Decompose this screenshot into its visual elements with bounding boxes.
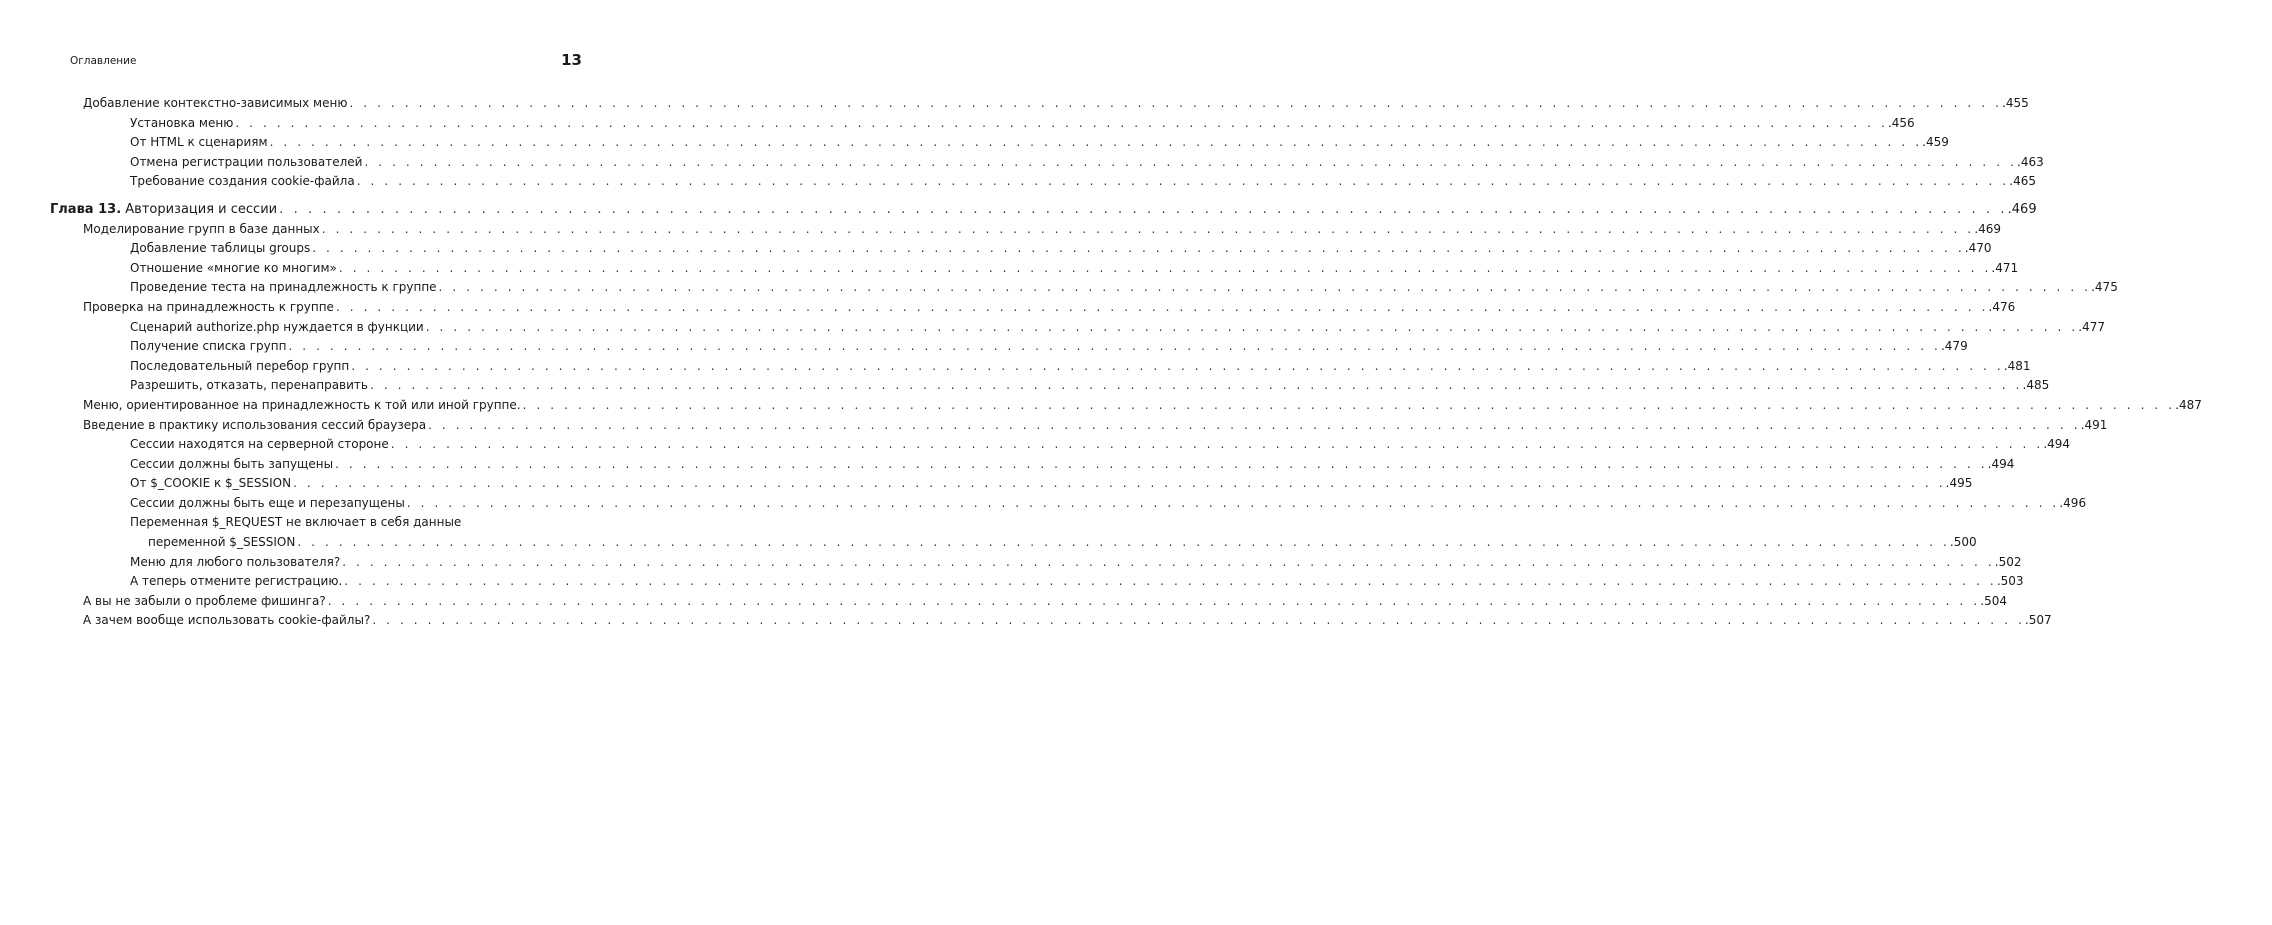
toc-entry-title: Добавление таблицы groups [130, 239, 312, 259]
dot-leader: . . . . . . . . . . . . . . . . . . . . . . . . . . . . . . . . . . . . . . . . . . . . . . . . . . . . . . . . . . . . . . . . . . . . . . . . . . . . . . . . . . . . . . . . . . . . . . . . . . . . . . . . . . . . . . . . . . . . . . . . [425, 319, 2079, 334]
toc-entry[interactable] [0, 94, 2029, 114]
toc-entry-title: Моделирование групп в базе данных [83, 220, 322, 240]
toc-entry-page: .469 [1974, 221, 2002, 236]
toc-entry-title: Меню, ориентированное на принадлежность к той или иной группе. [83, 396, 523, 416]
toc-entry[interactable] [0, 278, 2118, 298]
toc-entry[interactable] [0, 513, 1977, 552]
running-head: Оглавление [70, 55, 137, 67]
dot-leader: . . . . . . . . . . . . . . . . . . . . . . . . . . . . . . . . . . . . . . . . . . . . . . . . . . . . . . . . . . . . . . . . . . . . . . . . . . . . . . . . . . . . . . . . . . . . . . . . . . . . . . . . . . . . . . . . . . . . . . . . [312, 241, 1965, 256]
dot-leader: . . . . . . . . . . . . . . . . . . . . . . . . . . . . . . . . . . . . . . . . . . . . . . . . . . . . . . . . . . . . . . . . . . . . . . . . . . . . . . . . . . . . . . . . . . . . . . . . . . . . . . . . . . . . . . . . . . . . . . . . [288, 339, 1941, 354]
toc-entry-page: .465 [2009, 174, 2036, 189]
toc-entry-title: Меню для любого пользователя? [130, 553, 342, 573]
dot-leader: . . . . . . . . . . . . . . . . . . . . . . . . . . . . . . . . . . . . . . . . . . . . . . . . . . . . . . . . . . . . . . . . . . . . . . . . . . . . . . . . . . . . . . . . . . . . . . . . . . . . . . . . . . . . . . . . . . . . . . . . [335, 299, 1989, 314]
toc-entry-title [50, 200, 279, 220]
toc-entry-title: Сценарий authorize.php нуждается в функции [130, 318, 426, 338]
dot-leader: . . . . . . . . . . . . . . . . . . . . . . . . . . . . . . . . . . . . . . . . . . . . . . . . . . . . . . . . . . . . . . . . . . . . . . . . . . . . . . . . . . . . . . . . . . . . . . . . . . . . . . . . . . . . . . . . . . . . . . . . [279, 201, 2008, 217]
toc-entry-title-cont: переменной $_SESSION [148, 533, 297, 553]
dot-leader: . . . . . . . . . . . . . . . . . . . . . . . . . . . . . . . . . . . . . . . . . . . . . . . . . . . . . . . . . . . . . . . . . . . . . . . . . . . . . . . . . . . . . . . . . . . . . . . . . . . . . . . . . . . . . . . . . . . . . . . . [406, 495, 2060, 510]
toc-entry-title: Отношение «многие ко многим» [130, 259, 339, 279]
chapter-title: Авторизация и сессии [121, 201, 278, 217]
toc-entry[interactable] [0, 435, 2071, 455]
dot-leader: . . . . . . . . . . . . . . . . . . . . . . . . . . . . . . . . . . . . . . . . . . . . . . . . . . . . . . . . . . . . . . . . . . . . . . . . . . . . . . . . . . . . . . . . . . . . . . . . . . . . . . . . . . . . . . . . . . . . . . . . [364, 154, 2017, 169]
toc-entry[interactable] [0, 114, 1915, 134]
toc-entry[interactable] [0, 553, 2022, 573]
toc-entry-title: Добавление контекстно-зависимых меню [83, 94, 349, 114]
toc-entry[interactable] [0, 494, 2087, 514]
toc-entry[interactable] [0, 220, 2002, 240]
toc-entry-page: .503 [1996, 574, 2024, 589]
toc-entry-title: Установка меню [130, 114, 235, 134]
toc-entry[interactable] [0, 133, 1949, 153]
toc-entry-title: Последовательный перебор групп [130, 357, 351, 377]
toc-entry[interactable] [0, 153, 2044, 173]
dot-leader: . . . . . . . . . . . . . . . . . . . . . . . . . . . . . . . . . . . . . . . . . . . . . . . . . . . . . . . . . . . . . . . . . . . . . . . . . . . . . . . . . . . . . . . . . . . . . . . . . . . . . . . . . . . . . . . . . . . . . . . . [335, 456, 1988, 471]
toc-entry-title: Переменная $_REQUEST не включает в себя данные [130, 515, 462, 530]
toc-entry-title: Сессии находятся на серверной стороне [130, 435, 391, 455]
toc-entry[interactable] [0, 396, 2202, 416]
dot-leader: . . . . . . . . . . . . . . . . . . . . . . . . . . . . . . . . . . . . . . . . . . . . . . . . . . . . . . . . . . . . . . . . . . . . . . . . . . . . . . . . . . . . . . . . . . . . . . . . . . . . . . . . . . . . . . . . . . . . . . . . [297, 535, 1950, 550]
toc-entry-page: .502 [1994, 554, 2022, 569]
dot-leader: . . . . . . . . . . . . . . . . . . . . . . . . . . . . . . . . . . . . . . . . . . . . . . . . . . . . . . . . . . . . . . . . . . . . . . . . . . . . . . . . . . . . . . . . . . . . . . . . . . . . . . . . . . . . . . . . . . . . . . . . [293, 476, 1946, 491]
dot-leader: . . . . . . . . . . . . . . . . . . . . . . . . . . . . . . . . . . . . . . . . . . . . . . . . . . . . . . . . . . . . . . . . . . . . . . . . . . . . . . . . . . . . . . . . . . . . . . . . . . . . . . . . . . . . . . . . . . . . . . . . [342, 554, 1995, 569]
dot-leader: . . . . . . . . . . . . . . . . . . . . . . . . . . . . . . . . . . . . . . . . . . . . . . . . . . . . . . . . . . . . . . . . . . . . . . . . . . . . . . . . . . . . . . . . . . . . . . . . . . . . . . . . . . . . . . . . . . . . . . . . [369, 378, 2023, 393]
chapter-label: Глава 13. [50, 201, 122, 217]
toc-entry-page: .504 [1980, 593, 2007, 608]
toc-entry-title: Проведение теста на принадлежность к группе [130, 278, 439, 298]
toc-entry-page: .475 [2091, 280, 2118, 295]
toc-entry-page: .477 [2078, 319, 2105, 334]
toc-entry[interactable] [0, 416, 2108, 436]
table-of-contents [0, 94, 2202, 631]
dot-leader: . . . . . . . . . . . . . . . . . . . . . . . . . . . . . . . . . . . . . . . . . . . . . . . . . . . . . . . . . . . . . . . . . . . . . . . . . . . . . . . . . . . . . . . . . . . . . . . . . . . . . . . . . . . . . . . . . . . . . . . . [438, 280, 2092, 295]
toc-entry-page: .487 [2175, 397, 2202, 412]
toc-entry-page: .463 [2017, 154, 2044, 169]
dot-leader: . . . . . . . . . . . . . . . . . . . . . . . . . . . . . . . . . . . . . . . . . . . . . . . . . . . . . . . . . . . . . . . . . . . . . . . . . . . . . . . . . . . . . . . . . . . . . . . . . . . . . . . . . . . . . . . . . . . . . . . . [338, 260, 1992, 275]
toc-entry[interactable] [0, 172, 2036, 192]
toc-entry-page: .455 [2002, 96, 2029, 110]
toc-entry-title: Получение списка групп [130, 337, 288, 357]
toc-entry-page: .459 [1922, 135, 1949, 150]
toc-entry[interactable] [0, 337, 1968, 357]
toc-entry-page: .456 [1887, 115, 1915, 130]
toc-entry[interactable] [0, 357, 2031, 377]
dot-leader: . . . . . . . . . . . . . . . . . . . . . . . . . . . . . . . . . . . . . . . . . . . . . . . . . . . . . . . . . . . . . . . . . . . . . . . . . . . . . . . . . . . . . . . . . . . . . . . . . . . . . . . . . . . . . . . . . . . . . . . . [344, 574, 1997, 589]
toc-entry[interactable] [0, 259, 2019, 279]
page-number: 13 [561, 51, 582, 69]
toc-entry-page: .476 [1988, 299, 2016, 314]
toc-chapter-entry[interactable] [0, 200, 2037, 220]
dot-leader: . . . . . . . . . . . . . . . . . . . . . . . . . . . . . . . . . . . . . . . . . . . . . . . . . . . . . . . . . . . . . . . . . . . . . . . . . . . . . . . . . . . . . . . . . . . . . . . . . . . . . . . . . . . . . . . . . . . . . . . . [349, 96, 2002, 110]
toc-entry-page: .470 [1964, 241, 1992, 256]
toc-entry[interactable] [0, 592, 2007, 612]
dot-leader: . . . . . . . . . . . . . . . . . . . . . . . . . . . . . . . . . . . . . . . . . . . . . . . . . . . . . . . . . . . . . . . . . . . . . . . . . . . . . . . . . . . . . . . . . . . . . . . . . . . . . . . . . . . . . . . . . . . . . . . . [428, 417, 2081, 432]
dot-leader: . . . . . . . . . . . . . . . . . . . . . . . . . . . . . . . . . . . . . . . . . . . . . . . . . . . . . . . . . . . . . . . . . . . . . . . . . . . . . . . . . . . . . . . . . . . . . . . . . . . . . . . . . . . . . . . . . . . . . . . . [269, 135, 1923, 150]
toc-entry-page: .494 [1987, 456, 2015, 471]
toc-entry-title: От $_COOKIE к $_SESSION [130, 474, 293, 494]
toc-entry-title: А теперь отмените регистрацию. [130, 572, 344, 592]
toc-entry-title: Введение в практику использования сессий браузера [83, 416, 428, 436]
toc-entry[interactable] [0, 455, 2015, 475]
toc-entry-title: А вы не забыли о проблеме фишинга? [83, 592, 328, 612]
dot-leader: . . . . . . . . . . . . . . . . . . . . . . . . . . . . . . . . . . . . . . . . . . . . . . . . . . . . . . . . . . . . . . . . . . . . . . . . . . . . . . . . . . . . . . . . . . . . . . . . . . . . . . . . . . . . . . . . . . . . . . . . [321, 221, 1975, 236]
dot-leader: . . . . . . . . . . . . . . . . . . . . . . . . . . . . . . . . . . . . . . . . . . . . . . . . . . . . . . . . . . . . . . . . . . . . . . . . . . . . . . . . . . . . . . . . . . . . . . . . . . . . . . . . . . . . . . . . . . . . . . . . [327, 593, 1981, 608]
dot-leader: . . . . . . . . . . . . . . . . . . . . . . . . . . . . . . . . . . . . . . . . . . . . . . . . . . . . . . . . . . . . . . . . . . . . . . . . . . . . . . . . . . . . . . . . . . . . . . . . . . . . . . . . . . . . . . . . . . . . . . . . [372, 613, 2025, 628]
toc-entry-page: .500 [1949, 535, 1977, 550]
toc-entry-title: Отмена регистрации пользователей [130, 153, 364, 173]
toc-entry-page: .507 [2024, 613, 2052, 628]
dot-leader: . . . . . . . . . . . . . . . . . . . . . . . . . . . . . . . . . . . . . . . . . . . . . . . . . . . . . . . . . . . . . . . . . . . . . . . . . . . . . . . . . . . . . . . . . . . . . . . . . . . . . . . . . . . . . . . . . . . . . . . . [356, 174, 2010, 189]
toc-entry-title: Разрешить, отказать, перенаправить [130, 376, 370, 396]
toc-entry-title: Сессии должны быть запущены [130, 455, 335, 475]
toc-entry-title: Сессии должны быть еще и перезапущены [130, 494, 407, 514]
toc-entry-title: Проверка на принадлежность к группе [83, 298, 336, 318]
toc-entry[interactable] [0, 611, 2052, 631]
dot-leader: . . . . . . . . . . . . . . . . . . . . . . . . . . . . . . . . . . . . . . . . . . . . . . . . . . . . . . . . . . . . . . . . . . . . . . . . . . . . . . . . . . . . . . . . . . . . . . . . . . . . . . . . . . . . . . . . . . . . . . . . [522, 397, 2176, 412]
toc-entry[interactable] [0, 572, 2024, 592]
toc-entry-page: .469 [2007, 201, 2037, 217]
toc-entry-continuation [130, 533, 1977, 553]
toc-entry-title: От HTML к сценариям [130, 133, 270, 153]
toc-entry-page: .491 [2080, 417, 2108, 432]
toc-entry[interactable] [0, 239, 1992, 259]
toc-entry-page: .485 [2022, 378, 2050, 393]
toc-entry[interactable] [0, 474, 1973, 494]
toc-entry[interactable] [0, 376, 2050, 396]
toc-entry-page: .495 [1945, 476, 1973, 491]
toc-entry-title: Требование создания cookie-файла [130, 172, 357, 192]
toc-entry-title: А зачем вообще использовать cookie-файлы? [83, 611, 372, 631]
toc-entry-page: .479 [1940, 339, 1968, 354]
toc-entry-page: .496 [2059, 495, 2087, 510]
toc-entry[interactable] [0, 298, 2016, 318]
dot-leader: . . . . . . . . . . . . . . . . . . . . . . . . . . . . . . . . . . . . . . . . . . . . . . . . . . . . . . . . . . . . . . . . . . . . . . . . . . . . . . . . . . . . . . . . . . . . . . . . . . . . . . . . . . . . . . . . . . . . . . . . [351, 358, 2004, 373]
toc-entry-page: .481 [2003, 358, 2031, 373]
toc-entry-page: .494 [2043, 437, 2071, 452]
dot-leader: . . . . . . . . . . . . . . . . . . . . . . . . . . . . . . . . . . . . . . . . . . . . . . . . . . . . . . . . . . . . . . . . . . . . . . . . . . . . . . . . . . . . . . . . . . . . . . . . . . . . . . . . . . . . . . . . . . . . . . . . [390, 437, 2044, 452]
toc-entry[interactable] [0, 318, 2105, 338]
dot-leader: . . . . . . . . . . . . . . . . . . . . . . . . . . . . . . . . . . . . . . . . . . . . . . . . . . . . . . . . . . . . . . . . . . . . . . . . . . . . . . . . . . . . . . . . . . . . . . . . . . . . . . . . . . . . . . . . . . . . . . . . [235, 115, 1888, 130]
toc-entry-page: .471 [1991, 260, 2019, 275]
